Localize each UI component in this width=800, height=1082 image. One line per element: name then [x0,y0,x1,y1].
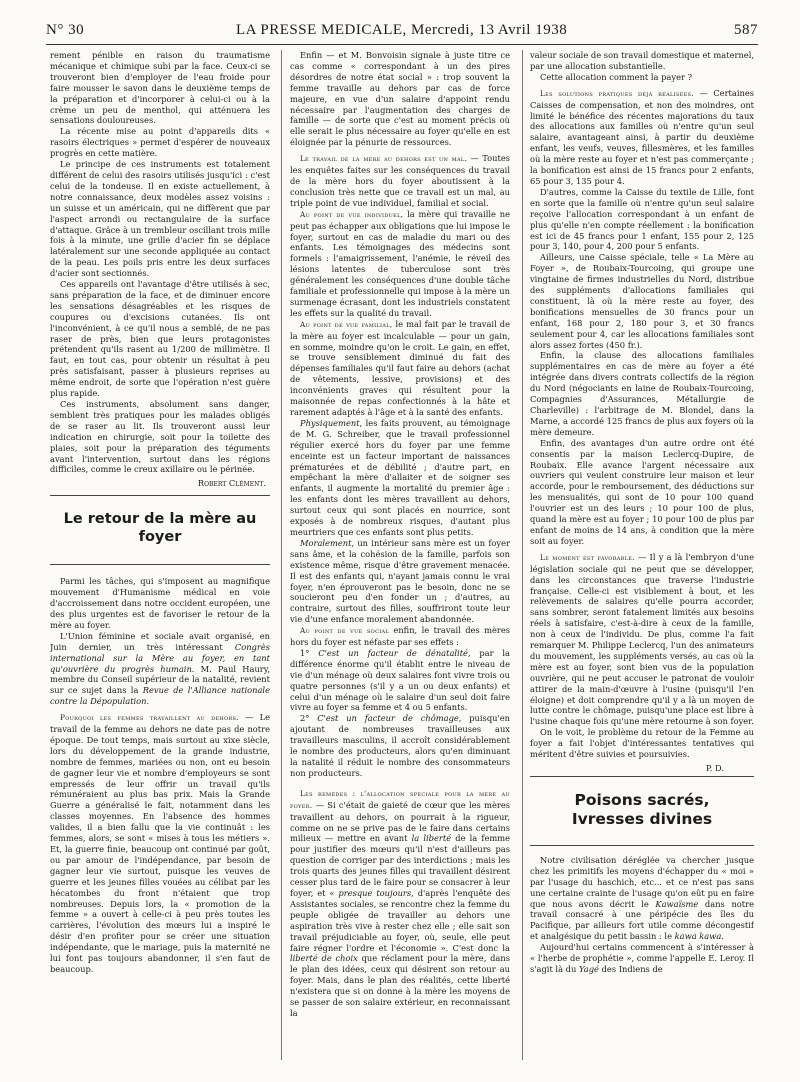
section-heading: Les solutions pratiques déjà réalisées. [540,88,694,98]
paragraph: Au point de vue social enfin, le travail des mères hors du foyer est néfaste par ses effets : [290,625,510,648]
section-heading: Au point de vue individuel, [300,209,404,219]
section-heading: Au point de vue familial, [300,319,393,329]
paragraph: Les remèdes : l'allocation spéciale pour la mère au foyer. — Si c'était de gaieté de cœur que les mères travaillent au dehors, on pourrait à la rigueur, comme on ne se prive pas de le faire dans certains milieux — mettre en avant la liberté de la femme pour justifier des mœurs qu'il n'est d'ailleurs pas question de corriger par des interdictions ; mais les trois quarts des jeunes filles qui travaillent désirent cesser plus tard de le faire pour se consacrer à leur foyer, et « presque toujours, d'après l'enquête des Assistantes sociales, se rencontre chez la femme du peuple obligée de travailler au dehors une aspiration très vive à rester chez elle ; elle sait son travail préjudiciable au foyer, où, seule, elle peut faire régner l'ordre et l'économie ». C'est donc la liberté de choix que réclament pour la mère, dans le plan des idées, ceux qui désirent son retour au foyer. Mais, dans le plan des réalités, cette liberté n'existera que si on donne à la mère les moyens de se passer de son salaire extérieur, en reconnaissant la [290,788,510,1018]
paragraph: Enfin, des avantages d'un autre ordre ont été consentis par la maison Leclercq-Dupire, de Roubaix. Elle avance l'argent nécessaire aux ouvriers qui veulent construire leur maison et leur accorde, pour le remboursement, des déductions sur les mensualités, qui sont de 10 pour 100 quand l'ouvrier est un des leurs ; 10 pour 100 de plus, quand la mère est au foyer ; 10 pour 100 de plus par enfant de moins de 14 ans, à condition que la mère soit au foyer. [530,437,754,546]
header-rule [46,44,758,45]
page-header [46,22,758,44]
section-heading: Au point de vue social [300,626,390,636]
paragraph: La récente mise au point d'appareils dits « rasoirs électriques » permet d'espérer de nouveaux progrès en cette matière. [50,126,270,159]
paragraph: Aujourd'hui certains commencent à s'intéresser à « l'herbe de prophétie », comme l'appelle E. Leroy. Il s'agit là du Yagé des Indiens de [530,942,754,974]
author-signature: P. D. [705,763,724,773]
paragraph: Enfin — et M. Bonvoisin signale à juste titre ce cas comme « correspondant à un des pires désordres de notre état social » : trop souvent la femme travaille au dehors par cas de force majeure, en vue d'un salaire d'appoint rendu nécessaire par l'augmentation des charges de famille — de sorte que c'est au moment précis où elle serait le plus nécessaire au foyer qu'elle en est éloignée par la pénurie de ressources. [290,50,510,148]
paragraph: D'autres, comme la Caisse du textile de Lille, font en sorte que la famille où n'entre qu'un seul salaire reçoive l'allocation correspondant à un enfant de plus qu'elle n'en compte réellement : la bonification est ici de 45 francs pour 1 enfant, 155 pour 2, 125 pour 3, 140, pour 4, 200 pour 5 enfants. [530,186,754,252]
paragraph: Moralement, un intérieur sans mère est un foyer sans âme, et la cohésion de la famille, parfois son existence même, risque d'être gravement menacée. Il est des enfants qui, n'ayant jamais connu le vrai foyer, n'en éprouveront pas le besoin, donc ne se soucieront peu d'en fonder un ; d'autres, au contraire, surtout des filles, souffriront toute leur vie d'une enfance moralement abandonnée. [290,537,510,625]
paragraph: Le principe de ces instruments est totalement différent de celui des rasoirs utilisés jusqu'ici : c'est celui de la tondeuse. Il en existe actuellement, à notre connaissance, deux modèles assez voisins : un suisse et un américain, qui ne diffèrent que par l'aspect arrondi ou rectangulaire de la surface d'attaque. Grâce à un trembleur oscillant trois mille fois à la minute, une grille d'acier fin se déplace latéralement sur une seconde appliquée au contact de la peau. Les poils pris entre les deux surfaces d'acier sont sectionnés. [50,159,270,279]
paragraph: On le voit, le problème du retour de la Femme au foyer a fait l'objet d'intéressantes tentatives qui méritent d'être suivies et poursuivies. [530,727,754,760]
paragraph: Ailleurs, une Caisse spéciale, telle « La Mère au Foyer », de Roubaix-Tourcoing, qui groupe une vingtaine de firmes industrielles du Nord, distribue des suppléments d'allocations familiales qui constituent, là où la mère reste au foyer, des bonifications mensuelles de 30 francs pour un enfant, 168 pour 2, 180 pour 3, et 30 francs seulement pour 4, car les allocations familiales sont alors assez fortes (450 fr.). [530,252,754,350]
running-title: LA PRESSE MEDICALE, Mercredi, 13 Avril 1938 [236,22,568,38]
paragraph: L'Union féminine et sociale avait organisé, en Juin dernier, un très intéressant Congrès international sur la Mère au foyer, en tant qu'ouvrière du progrès humain. M. Paul Haury, membre du Conseil supérieur de la natalité, revient sur ce sujet dans la Revue de l'Alliance nationale contre la Dépopulation. [50,630,270,707]
paragraph: rement pénible en raison du traumatisme mécanique et chimique subi par la face. Ceux-ci se trouveront bien d'employer de l'eau froide pour faire mousser le savon dans le deuxième temps de la préparation et d'incorporer à celui-ci ou à la crème un peu de menthol, qui atténuera les sensations douloureuses. [50,50,270,126]
paragraph: Physiquement, les faits prouvent, au témoignage de M. G. Schreiber, que le travail professionnel régulier exercé hors du foyer par une femme enceinte est un facteur important de naissances prématurées et de débilité ; d'autre part, en empêchant la mère d'allaiter et de soigner ses enfants, il augmente la mortalité du premier âge : les enfants dont les mères travaillent au dehors, surtout ceux qui sont placés en nourrice, sont exposés à de nombreux risques, d'autant plus meurtriers que ces enfants sont plus petits. [290,417,510,537]
paragraph: Ces appareils ont l'avantage d'être utilisés à sec, sans préparation de la face, et de diminuer encore les sensations désagréables et les risques de coupures ou d'excisions cutanées. Ils ont l'inconvénient, à ce qu'il nous a semblé, de ne pas raser de près, bien que leurs protagonistes prétendent qu'ils rasent au 1/200 de millimètre. Il faut, en tout cas, pour obtenir un résultat à peu près satisfaisant, passer à plusieurs reprises au même endroit, de sorte que l'opération n'est guère plus rapide. [50,279,270,399]
section-heading: Le moment est favorable. [540,552,635,562]
paragraph: 1° C'est un facteur de dénatalité, par la différence énorme qu'il établit entre le niveau de vie d'un ménage où deux salaires font vivre trois ou quatre personnes (s'il y a un ou deux enfants) et celui d'un ménage où le salaire d'un seul doit faire vivre au foyer sa femme et 4 ou 5 enfants. [290,647,510,713]
column-3 [530,50,754,1070]
section-heading: Le travail de la mère au dehors est un mal. [300,154,468,164]
page-number-right: 587 [734,22,758,38]
column-divider-2 [522,50,523,1060]
section-rule [530,776,754,777]
paragraph: Les solutions pratiques déjà réalisées. — Certaines Caisses de compensation, et non des moindres, ont limité le bénéfice des récentes majorations du taux des allocations aux familles où n'entre qu'un seul salaire, avantageant ainsi, à partir du deuxième enfant, les veufs, veuves, fillesmères, et les familles où la mère reste au foyer et n'est pas commerçante ; la bonification est ainsi de 15 francs pour 2 enfants, 65 pour 3, 135 pour 4. [530,87,754,186]
page-number-left: N° 30 [46,22,85,38]
paragraph: Le travail de la mère au dehors est un mal. — Toutes les enquêtes faites sur les conséquences du travail de la mère hors du foyer aboutissent à la conclusion très nette que ce travail est un mal, au triple point de vue individuel, familial et social. [290,153,510,208]
column-2 [290,50,510,1070]
paragraph: valeur sociale de son travail domestique et maternel, par une allocation substantielle. [530,50,754,71]
paragraph: Au point de vue individuel, la mère qui travaille ne peut pas échapper aux obligations que lui impose le foyer, surtout en cas de maladie du mari ou des enfants. Les témoignages des médecins sont formels : l'amaigrissement, l'anémie, le réveil des lésions latentes de tuberculose sont très généralement les conséquences d'une double tâche familiale et professionnelle qui impose à la mère un surmenage écrasant, dont les industriels constatent les effets sur la qualité du travail. [290,208,510,318]
paragraph: Enfin, la clause des allocations familiales supplémentaires en cas de mère au foyer a été intégrée dans divers contrats collectifs de la région du Nord (négociants en laine de Roubaix-Tourcoing, Compagnies d'Assurances, Métallurgie de Charleville) : l'arbitrage de M. Blondel, dans la Marne, a accordé 125 francs de plus aux foyers où la mère demeure. [530,350,754,437]
section-rule [50,564,270,565]
author-signature: Robert Clément. [197,478,266,489]
section-heading: Les remèdes : l'allocation spéciale pour la mère au foyer. [290,788,510,810]
column-1 [50,50,270,1070]
section-rule [50,495,270,496]
article-title: Le retour de la mère au foyer [63,511,257,546]
paragraph: 2° C'est un facteur de chômage, puisqu'en ajoutant de nombreuses travailleuses aux travailleurs masculins, il accroît considérablement le nombre des producteurs, alors qu'en diminuant la natalité il réduit le nombre des consommateurs non producteurs. [290,713,510,778]
column-divider-1 [281,50,282,1060]
article-title: Poisons sacrés, Ivresses divines [571,790,713,828]
paragraph: Cette allocation comment la payer ? [540,71,693,82]
section-heading: Pourquoi les femmes travaillent au dehors. [60,713,239,723]
paragraph: Parmi les tâches, qui s'imposent au magnifique mouvement d'Humanisme médical en voie d'accroissement dans notre occident européen, une des plus urgentes est de favoriser le retour de la mère au foyer. [50,576,270,630]
paragraph: Au point de vue familial, le mal fait par le travail de la mère au foyer est incalculable — pour un gain, en somme, moindre qu'on le croit. Le gain, en effet, se trouve sensiblement diminué du fait des dépenses familiales qu'il faut faire au dehors (achat de vêtements, lessive, provisions) et des inconvénients graves qui résultent pour la maisonnée de repas confectionnés à la hâte et rarement adaptés à l'âge et à la santé des enfants. [290,318,510,417]
paragraph: Ces instruments, absolument sans danger, semblent très pratiques pour les malades obligés de se raser au lit. Ils trouveront aussi leur indication en chirurgie, soit pour la toilette des plaies, soit pour la préparation des téguments avant l'intervention, surtout dans les régions difficiles, comme le creux axillaire ou le périnée. [50,399,270,475]
paragraph: Notre civilisation déréglée va chercher jusque chez les primitifs les moyens d'échapper du « moi » par l'usage du haschich, etc... et ce n'est pas sans une certaine crainte de l'usage qu'on eût pu en faire que nous avons décrit le Kawaïsme dans notre travail consacré à une péripécie des îles du Pacifique, par ailleurs fort utile comme décongestif et analgésique du petit bassin : le kawa kawa. [530,854,754,942]
paragraph: Le moment est favorable. — Il y a là l'embryon d'une législation sociale qui ne peut que se développer, dans les circonstances que traverse l'industrie française. Celle-ci est visiblement à bout, et les relèvements de salaires qu'elle pourra accorder, sans sombrer, seront fatalement limités aux besoins réels à satisfaire, c'est-à-dire à ceux de la famille, non à ceux de l'individu. De plus, comme l'a fait remarquer M. Philippe Leclercq, l'un des animateurs du mouvement, les suppléments versés, au cas où la mère est au foyer, sont bien vus de la population ouvrière, qui ne peut accuser le patronat de vouloir attirer de la main-d'œuvre à l'usine (puisqu'il l'en éloigne) et doit comprendre qu'il y a là un moyen de lutte contre le chômage, puisqu'une place est libre à l'usine chaque fois qu'une mère retourne à son foyer. [530,551,754,727]
paragraph: Pourquoi les femmes travaillent au dehors. — Le travail de la femme au dehors ne date pas de notre époque. De tout temps, mais surtout au xixe siècle, lors du développement de la grande industrie, nombre de femmes, mariées ou non, ont eu besoin de gagner leur vie et nombre d'employeurs se sont empressés de leur offrir un travail qu'ils rémunéraient au plus bas prix. Mais la Grande Guerre a généralisé le fait, notamment dans les classes moyennes. En l'absence des hommes valides, il a bien fallu que la vie continuât : les femmes, alors, se sont « mises à tous les métiers ». Et, la guerre finie, beaucoup ont continué par goût, ou par amour de l'indépendance, par besoin de gagner leur vie surtout, puisque les veuves de guerre et les jeunes filles vouées au célibat par les hécatombes du front n'étaient que trop nombreuses. Depuis lors, la « promotion de la femme » a ouvert à celle-ci à peu près toutes les carrières, l'évolution des mœurs lui a inspiré le désir d'en profiter pour se créer une situation indépendante, que le mariage, puis la maternité ne lui font pas toujours abandonner, il s'en faut de beaucoup. [50,712,270,974]
